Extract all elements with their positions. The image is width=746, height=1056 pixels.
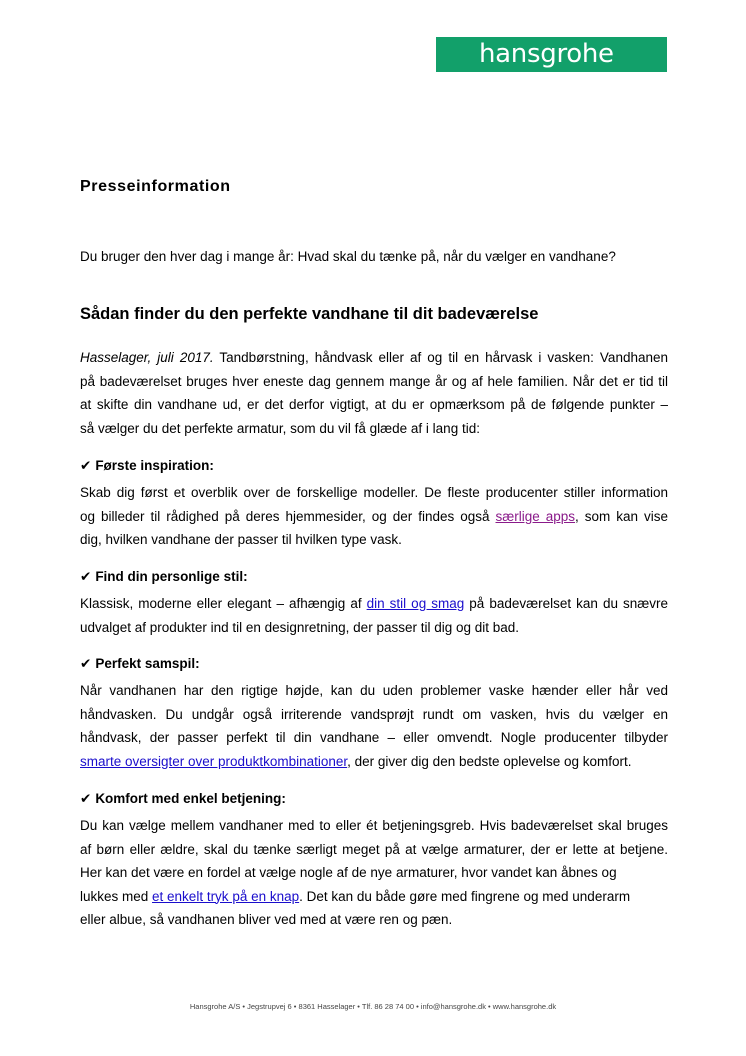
lead-line-2: på badeværelset bruges hver eneste dag gennem mange år og af hele familien. Når det er tid til <box>80 373 668 389</box>
apps-link[interactable]: særlige apps <box>495 508 576 524</box>
body-line: eller albue, så vandhanen bliver ved med at være ren og pæn. <box>80 912 453 927</box>
section-body-interplay <box>80 679 668 773</box>
intro-text: Du bruger den hver dag i mange år: Hvad skal du tænke på, når du vælger en vandhane? <box>80 249 616 264</box>
lead-paragraph <box>80 346 668 440</box>
lead-line-3: at skifte din vandhane ud, er det derfor vigtigt, at du er opmærksom på de følgende punkter – <box>80 397 668 412</box>
section-body-inspiration <box>80 481 668 552</box>
checkmark-icon: ✔ <box>80 569 92 584</box>
product-combinations-link[interactable]: smarte oversigter over produktkombinationer <box>80 753 348 769</box>
body-line: smarte oversigter over produktkombinationer, der giver dig den bedste oplevelse og komfort. <box>80 753 632 769</box>
dateline: Hasselager, juli 2017. <box>80 350 214 365</box>
body-line: og billeder til rådighed på deres hjemmesider, og der findes også særlige apps, som kan vise <box>80 508 668 524</box>
body-line: håndvask, der passer perfekt til din vandhane – eller omvendt. Nogle producenter tilbyder <box>80 730 668 745</box>
body-line: af børn eller ældre, skal du tænke særligt meget på at vælge armaturer, der er lette at betjene. <box>80 841 668 857</box>
checkmark-icon: ✔ <box>80 656 92 671</box>
section-heading-style: ✔ Find din personlige stil: <box>80 569 248 584</box>
body-line: Klassisk, moderne eller elegant – afhængig af din stil og smag på badeværelset kan du snævre <box>80 596 669 611</box>
body-line: Her kan det være en fordel at vælge nogle af de nye armaturer, hvor vandet kan åbnes og <box>80 865 617 880</box>
section-heading-comfort: ✔ Komfort med enkel betjening: <box>80 791 286 806</box>
section-body-comfort <box>80 814 668 932</box>
body-line: lukkes med et enkelt tryk på en knap. Det kan du både gøre med fingrene og med underarm <box>80 888 631 904</box>
body-line: Du kan vælge mellem vandhaner med to eller ét betjeningsgreb. Hvis badeværelset skal bruges <box>80 818 668 833</box>
checkmark-icon: ✔ <box>80 791 92 806</box>
lead-line-1: Hasselager, juli 2017. Tandbørstning, håndvask eller af og til en hårvask i vasken: Vandhanen <box>80 350 668 365</box>
body-line: håndvasken. Du undgår også irriterende vandsprøjt rundt om vasken, hvis du vælger en <box>80 706 668 722</box>
article-title: Sådan finder du den perfekte vandhane til dit badeværelse <box>80 305 539 323</box>
checkmark-icon: ✔ <box>80 458 92 473</box>
body-line: udvalget af produkter ind til en designretning, der passer til dig og dit bad. <box>80 619 520 635</box>
section-heading-interplay: ✔ Perfekt samspil: <box>80 656 200 671</box>
lead-line-4: så vælger du det perfekte armatur, som du vil få glæde af i lang tid: <box>80 420 480 436</box>
body-line: Skab dig først et overblik over de forskellige modeller. De fleste producenter stiller information <box>80 485 668 500</box>
page-footer: Hansgrohe A/S • Jegstrupvej 6 • 8361 Hasselager • Tlf. 86 28 74 00 • info@hansgrohe.dk • www.hansgrohe.dk <box>189 1002 557 1011</box>
section-heading-inspiration: ✔ Første inspiration: <box>80 458 214 473</box>
style-link[interactable]: din stil og smag <box>366 596 465 611</box>
button-press-link[interactable]: et enkelt tryk på en knap <box>152 888 300 904</box>
section-body-style <box>80 592 668 639</box>
page-heading: Presseinformation <box>80 178 231 195</box>
hansgrohe-logo: hansgrohe <box>436 37 667 72</box>
body-line: Når vandhanen har den rigtige højde, kan du uden problemer vaske hænder eller hår ved <box>80 683 668 698</box>
body-line: dig, hvilken vandhane der passer til hvilken type vask. <box>80 532 402 547</box>
